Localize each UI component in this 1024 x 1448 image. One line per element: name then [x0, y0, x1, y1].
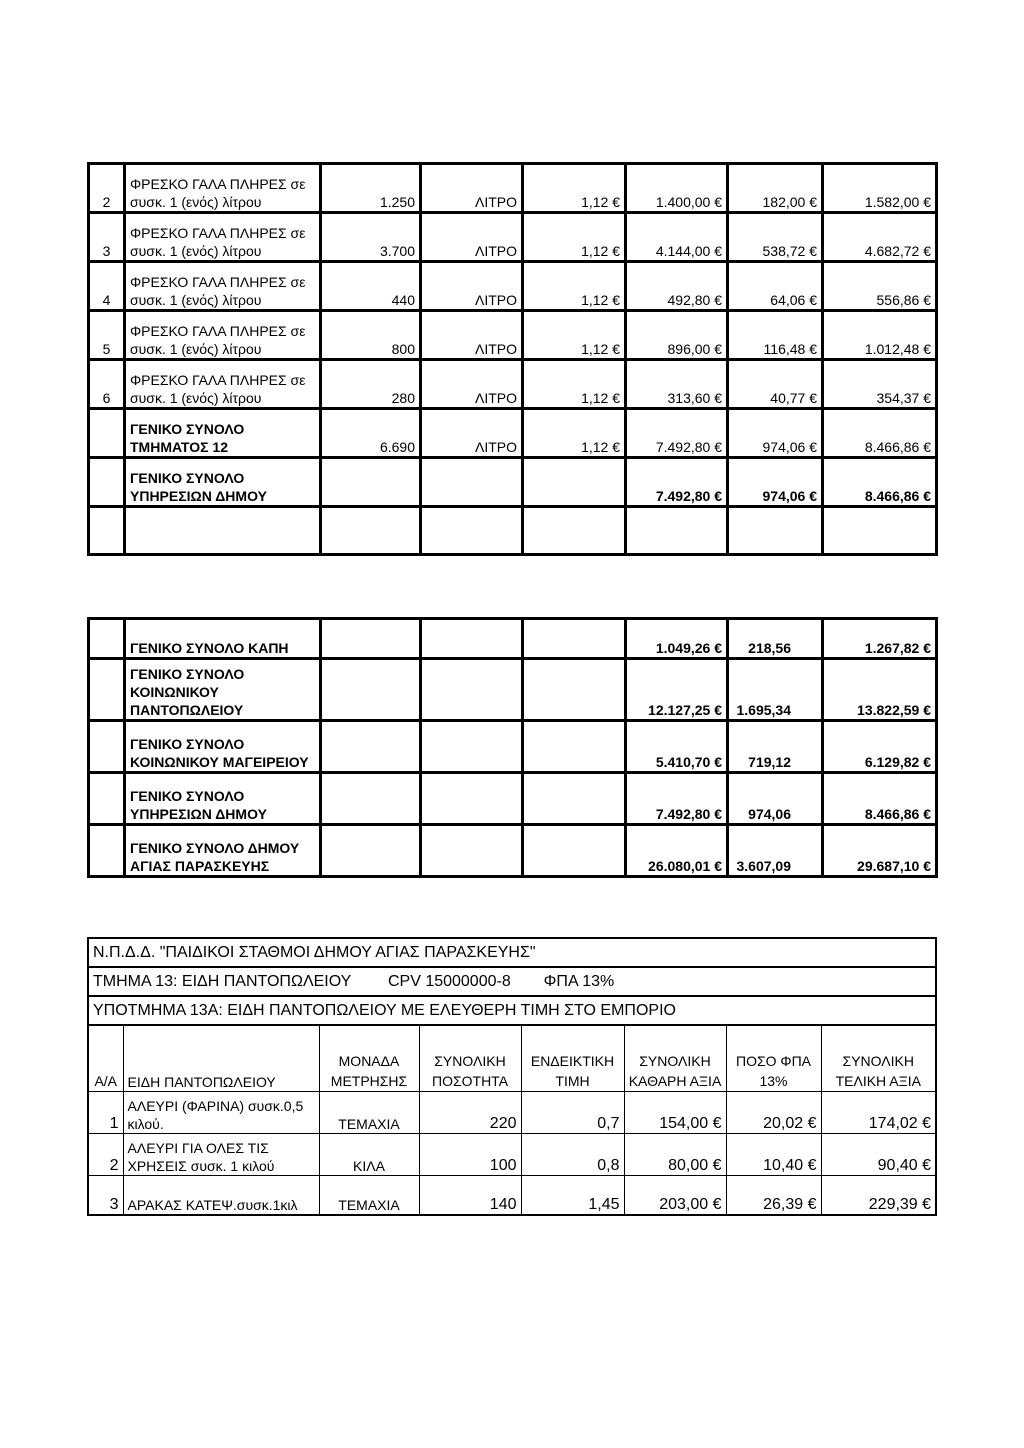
vat-amount: 974,06 € [728, 409, 823, 458]
total-value: 1.012,48 € [823, 311, 937, 360]
item-description: ΦΡΕΣΚΟ ΓΑΛΑ ΠΛΗΡΕΣ σε συσκ. 1 (ενός) λίτρου [125, 360, 321, 409]
vat-amount: 3.607,09 [728, 825, 823, 877]
vat-amount: 26,39 € [726, 1175, 821, 1215]
quantity: 800 [321, 311, 421, 360]
row-number: 1 [88, 1091, 123, 1133]
net-value: 1.400,00 € [626, 164, 728, 213]
unit: ΛΙΤΡΟ [421, 213, 523, 262]
col-header-net: ΣΥΝΟΛΙΚΗ ΚΑΘΑΡΗ ΑΞΙΑ [624, 1025, 726, 1091]
empty-row [89, 507, 937, 555]
vat-amount: 182,00 € [728, 164, 823, 213]
row-number: 2 [89, 164, 125, 213]
grocery-items-table [87, 937, 937, 1216]
table-row [88, 1091, 936, 1133]
net-value: 203,00 € [624, 1175, 726, 1215]
milk-items-table [87, 162, 938, 556]
unit-price: 1,45 [521, 1175, 624, 1215]
vat-amount: 20,02 € [726, 1091, 821, 1133]
col-header-unit: ΜΟΝΑΔΑ ΜΕΤΡΗΣΗΣ [319, 1025, 419, 1091]
net-value: 80,00 € [624, 1133, 726, 1175]
org-title: Ν.Π.Δ.Δ. "ΠΑΙΔΙΚΟΙ ΣΤΑΘΜΟΙ ΔΗΜΟΥ ΑΓΙΑΣ ΠΑΡΑΣΚΕΥΗΣ" [88, 938, 936, 967]
row-number: 3 [89, 213, 125, 262]
summary-label: ΓΕΝΙΚΟ ΣΥΝΟΛΟ ΥΠΗΡΕΣΙΩΝ ΔΗΜΟΥ [125, 773, 321, 825]
total-value: 174,02 € [821, 1091, 936, 1133]
services-total-row [89, 458, 937, 507]
total-value: 4.682,72 € [823, 213, 937, 262]
summary-label: ΓΕΝΙΚΟ ΣΥΝΟΛΟ ΚΑΠΗ [125, 619, 321, 659]
unit-price: 1,12 € [523, 164, 626, 213]
table-row [88, 1175, 936, 1215]
unit: ΛΙΤΡΟ [421, 311, 523, 360]
section-row [88, 967, 936, 996]
total-value: 1.267,82 € [823, 619, 937, 659]
totals-summary-table [87, 617, 938, 878]
col-header-vat: ΠΟΣΟ ΦΠΑ 13% [726, 1025, 821, 1091]
net-value: 313,60 € [626, 360, 728, 409]
quantity: 440 [321, 262, 421, 311]
row-number: 3 [88, 1175, 123, 1215]
col-header-price: ΕΝΔΕΙΚΤΙΚΗ ΤΙΜΗ [521, 1025, 624, 1091]
item-description: ΦΡΕΣΚΟ ΓΑΛΑ ΠΛΗΡΕΣ σε συσκ. 1 (ενός) λίτρου [125, 213, 321, 262]
unit: ΛΙΤΡΟ [421, 409, 523, 458]
net-value: 154,00 € [624, 1091, 726, 1133]
table-row [89, 619, 937, 659]
net-value: 492,80 € [626, 262, 728, 311]
unit-price: 1,12 € [523, 213, 626, 262]
unit-price: 1,12 € [523, 409, 626, 458]
subsection-row [88, 996, 936, 1025]
vat-amount: 1.695,34 [728, 659, 823, 721]
net-value: 7.492,80 € [626, 409, 728, 458]
row-number: 4 [89, 262, 125, 311]
vat-amount: 974,06 [728, 773, 823, 825]
net-value: 896,00 € [626, 311, 728, 360]
row-number: 6 [89, 360, 125, 409]
total-value: 13.822,59 € [823, 659, 937, 721]
unit: ΛΙΤΡΟ [421, 360, 523, 409]
column-header-row [88, 1025, 936, 1091]
quantity: 3.700 [321, 213, 421, 262]
quantity: 140 [419, 1175, 521, 1215]
item-description: ΦΡΕΣΚΟ ΓΑΛΑ ΠΛΗΡΕΣ σε συσκ. 1 (ενός) λίτρου [125, 262, 321, 311]
total-value: 8.466,86 € [823, 409, 937, 458]
vat-amount: 538,72 € [728, 213, 823, 262]
total-value: 1.582,00 € [823, 164, 937, 213]
section-title: ΤΜΗΜΑ 13: ΕΙΔΗ ΠΑΝΤΟΠΩΛΕΙΟΥ [93, 972, 352, 990]
section-total-row [89, 409, 937, 458]
net-value: 12.127,25 € [626, 659, 728, 721]
table-row [89, 360, 937, 409]
quantity: 280 [321, 360, 421, 409]
unit: ΤΕΜΑΧΙΑ [319, 1175, 419, 1215]
vat-amount: 40,77 € [728, 360, 823, 409]
unit-price: 1,12 € [523, 311, 626, 360]
col-header-aa: Α/Α [88, 1025, 123, 1091]
summary-label: ΓΕΝΙΚΟ ΣΥΝΟΛΟ ΔΗΜΟΥ ΑΓΙΑΣ ΠΑΡΑΣΚΕΥΗΣ [125, 825, 321, 877]
quantity: 100 [419, 1133, 521, 1175]
section-total-label: ΓΕΝΙΚΟ ΣΥΝΟΛΟ ΤΜΗΜΑΤΟΣ 12 [125, 409, 321, 458]
unit-price: 0,7 [521, 1091, 624, 1133]
subsection-title: ΥΠΟΤΜΗΜΑ 13Α: ΕΙΔΗ ΠΑΝΤΟΠΩΛΕΙΟΥ ΜΕ ΕΛΕΥΘΕΡΗ ΤΙΜΗ ΣΤΟ ΕΜΠΟΡΙΟ [88, 996, 936, 1025]
net-value: 26.080,01 € [626, 825, 728, 877]
net-value: 4.144,00 € [626, 213, 728, 262]
row-number: 2 [88, 1133, 123, 1175]
table-row [89, 213, 937, 262]
quantity: 1.250 [321, 164, 421, 213]
summary-label: ΓΕΝΙΚΟ ΣΥΝΟΛΟ ΚΟΙΝΩΝΙΚΟΥ ΠΑΝΤΟΠΩΛΕΙΟΥ [125, 659, 321, 721]
table-row [89, 262, 937, 311]
cpv-code: CPV 15000000-8 [387, 972, 511, 990]
table-row [89, 721, 937, 773]
vat-amount: 974,06 € [728, 458, 823, 507]
net-value: 5.410,70 € [626, 721, 728, 773]
total-value: 8.466,86 € [823, 458, 937, 507]
table-row [89, 164, 937, 213]
vat-amount: 218,56 [728, 619, 823, 659]
total-value: 90,40 € [821, 1133, 936, 1175]
org-title-row [88, 938, 936, 967]
table-row [89, 825, 937, 877]
vat-amount: 719,12 [728, 721, 823, 773]
unit-price: 0,8 [521, 1133, 624, 1175]
unit-price: 1,12 € [523, 360, 626, 409]
table-row [88, 1133, 936, 1175]
quantity: 220 [419, 1091, 521, 1133]
net-value: 7.492,80 € [626, 458, 728, 507]
vat-amount: 10,40 € [726, 1133, 821, 1175]
quantity: 6.690 [321, 409, 421, 458]
table-row [89, 311, 937, 360]
unit: ΛΙΤΡΟ [421, 164, 523, 213]
unit-price: 1,12 € [523, 262, 626, 311]
services-total-label: ΓΕΝΙΚΟ ΣΥΝΟΛΟ ΥΠΗΡΕΣΙΩΝ ΔΗΜΟΥ [125, 458, 321, 507]
vat-amount: 64,06 € [728, 262, 823, 311]
summary-label: ΓΕΝΙΚΟ ΣΥΝΟΛΟ ΚΟΙΝΩΝΙΚΟΥ ΜΑΓΕΙΡΕΙΟΥ [125, 721, 321, 773]
net-value: 1.049,26 € [626, 619, 728, 659]
unit: ΤΕΜΑΧΙΑ [319, 1091, 419, 1133]
item-description: ΦΡΕΣΚΟ ΓΑΛΑ ΠΛΗΡΕΣ σε συσκ. 1 (ενός) λίτρου [125, 311, 321, 360]
item-description: ΦΡΕΣΚΟ ΓΑΛΑ ΠΛΗΡΕΣ σε συσκ. 1 (ενός) λίτρου [125, 164, 321, 213]
total-value: 229,39 € [821, 1175, 936, 1215]
total-value: 29.687,10 € [823, 825, 937, 877]
item-description: ΑΛΕΥΡΙ (ΦΑΡΙΝΑ) συσκ.0,5 κιλού. [123, 1091, 319, 1133]
vat-amount: 116,48 € [728, 311, 823, 360]
item-description: ΑΛΕΥΡΙ ΓΙΑ ΟΛΕΣ ΤΙΣ ΧΡΗΣΕΙΣ συσκ. 1 κιλού [123, 1133, 319, 1175]
table-row [89, 773, 937, 825]
unit: ΚΙΛΑ [319, 1133, 419, 1175]
total-value: 6.129,82 € [823, 721, 937, 773]
table-row [89, 659, 937, 721]
col-header-total: ΣΥΝΟΛΙΚΗ ΤΕΛΙΚΗ ΑΞΙΑ [821, 1025, 936, 1091]
net-value: 7.492,80 € [626, 773, 728, 825]
col-header-qty: ΣΥΝΟΛΙΚΗ ΠΟΣΟΤΗΤΑ [419, 1025, 521, 1091]
total-value: 556,86 € [823, 262, 937, 311]
item-description: ΑΡΑΚΑΣ ΚΑΤΕΨ.συσκ.1κιλ [123, 1175, 319, 1215]
vat-rate: ΦΠΑ 13% [543, 972, 615, 990]
col-header-item: ΕΙΔΗ ΠΑΝΤΟΠΩΛΕΙΟΥ [123, 1025, 319, 1091]
row-number: 5 [89, 311, 125, 360]
total-value: 354,37 € [823, 360, 937, 409]
total-value: 8.466,86 € [823, 773, 937, 825]
unit: ΛΙΤΡΟ [421, 262, 523, 311]
